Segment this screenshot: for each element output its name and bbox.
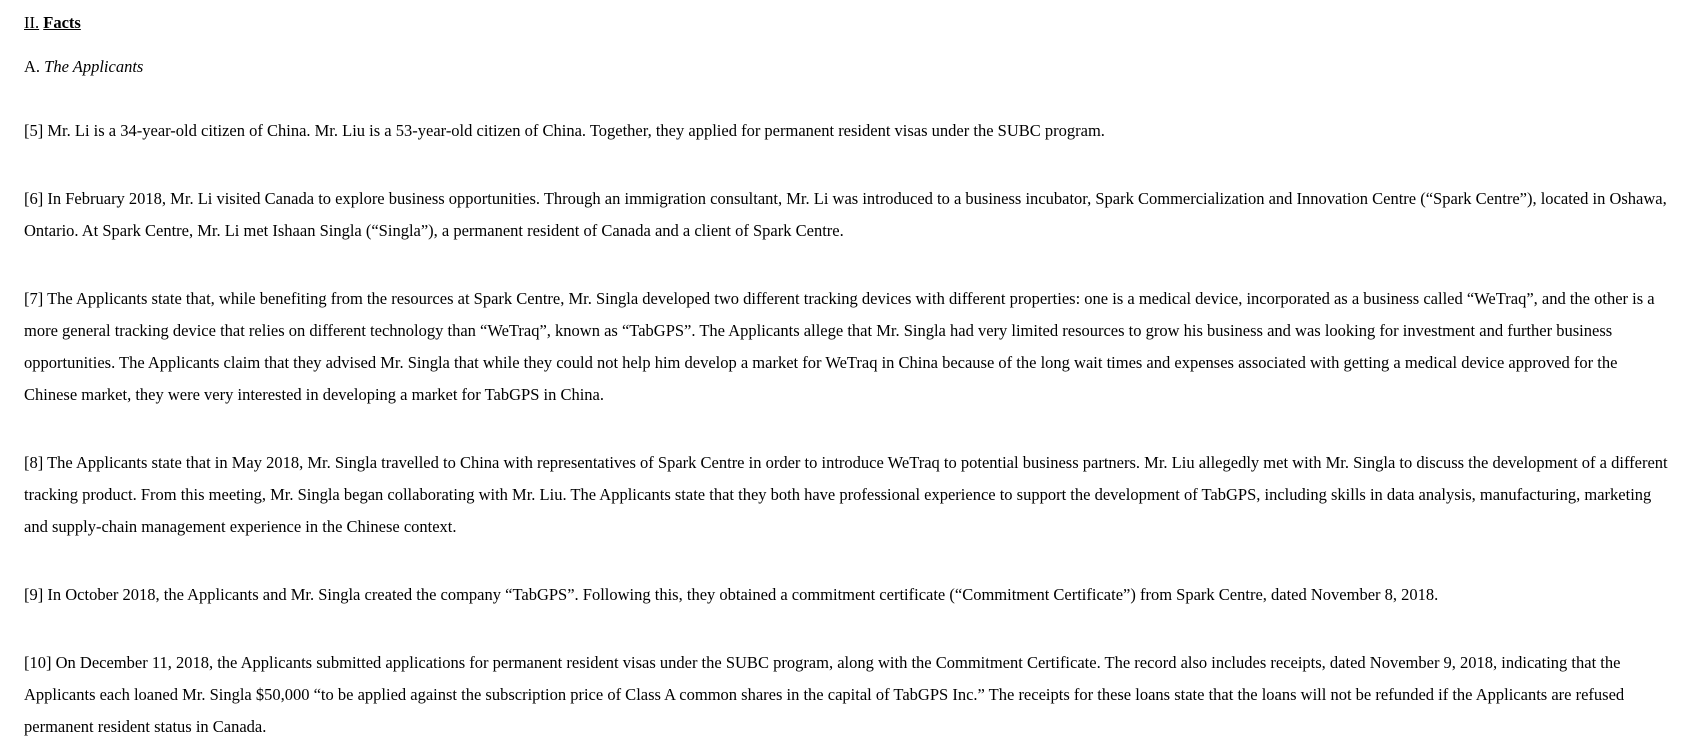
paragraph-text: In October 2018, the Applicants and Mr. Singla created the company “TabGPS”. Following this, they obtained a commitment certificate (“Commitment Certificate”) from Spark Centre, dated November 8, 2018. (47, 585, 1439, 604)
subsection-letter: A. (24, 57, 41, 76)
paragraph-6 (24, 183, 1672, 247)
paragraph-9 (24, 579, 1672, 611)
section-heading (24, 0, 1672, 33)
paragraph-text: On December 11, 2018, the Applicants submitted applications for permanent resident visas under the SUBC program, along with the Commitment Certificate. The record also includes receipts, dated November 9, 2018, indicating that the Applicants each loaned Mr. Singla $50,000 “to be applied against the subscription price of Class A common shares in the capital of TabGPS Inc.” The receipts for these loans state that the loans will not be refunded if the Applicants are refused permanent resident status in Canada. (24, 653, 1625, 736)
paragraph-number: [6] (24, 189, 44, 208)
paragraph-7 (24, 283, 1672, 411)
paragraph-text: Mr. Li is a 34-year-old citizen of China. Mr. Liu is a 53-year-old citizen of China. Together, they applied for permanent resident visas under the SUBC program. (47, 121, 1105, 140)
paragraph-text: The Applicants state that in May 2018, Mr. Singla travelled to China with representatives of Spark Centre in order to introduce WeTraq to potential business partners. Mr. Liu allegedly met with Mr. Singla to discuss the development of a different tracking product. From this meeting, Mr. Singla began collaborating with Mr. Liu. The Applicants state that they both have professional experience to support the development of TabGPS, including skills in data analysis, manufacturing, marketing and supply-chain management experience in the Chinese context. (24, 453, 1668, 536)
paragraph-5 (24, 115, 1672, 147)
paragraph-8 (24, 447, 1672, 543)
paragraph-text: In February 2018, Mr. Li visited Canada to explore business opportunities. Through an immigration consultant, Mr. Li was introduced to a business incubator, Spark Commercialization and Innovation Centre (“Spark Centre”), located in Oshawa, Ontario. At Spark Centre, Mr. Li met Ishaan Singla (“Singla”), a permanent resident of Canada and a client of Spark Centre. (24, 189, 1667, 240)
paragraph-number: [7] (24, 289, 44, 308)
paragraph-number: [8] (24, 453, 44, 472)
paragraph-number: [9] (24, 585, 44, 604)
paragraph-number: [5] (24, 121, 44, 140)
section-number: II. (24, 13, 40, 32)
section-title: Facts (43, 13, 81, 32)
subsection-heading (24, 57, 1672, 77)
subsection-title: The Applicants (44, 57, 144, 76)
paragraph-text: The Applicants state that, while benefiting from the resources at Spark Centre, Mr. Singla developed two different tracking devices with different properties: one is a medical device, incorporated as a business called “WeTraq”, and the other is a more general tracking device that relies on different technology than “WeTraq”, known as “TabGPS”. The Applicants allege that Mr. Singla had very limited resources to grow his business and was looking for investment and further business opportunities. The Applicants claim that they advised Mr. Singla that while they could not help him develop a market for WeTraq in China because of the long wait times and expenses associated with getting a medical device approved for the Chinese market, they were very interested in developing a market for TabGPS in China. (24, 289, 1655, 404)
paragraph-10 (24, 647, 1672, 743)
paragraph-number: [10] (24, 653, 52, 672)
